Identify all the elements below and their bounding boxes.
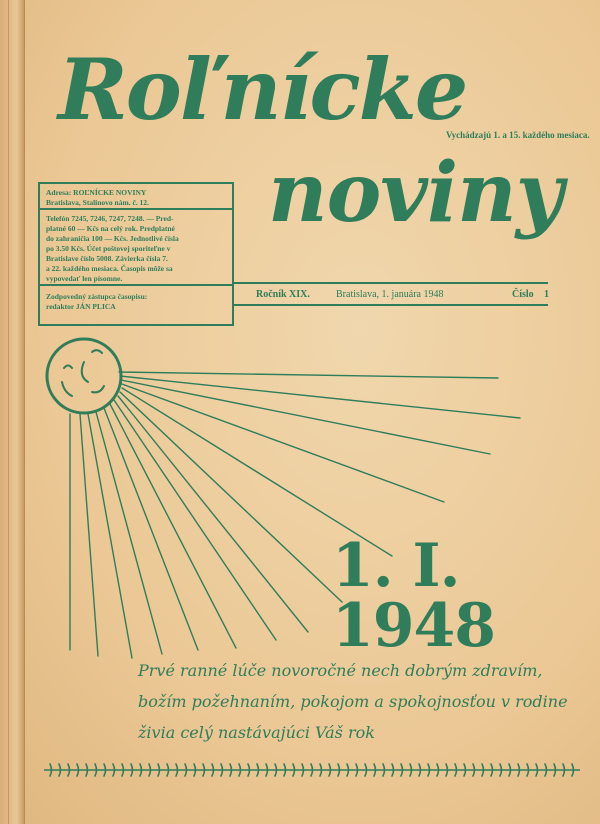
issue-number: 1 bbox=[544, 289, 549, 300]
sun-left-eye bbox=[64, 366, 72, 369]
issue-number-label: Číslo bbox=[512, 289, 534, 300]
masthead-title-line1: Roľnícke bbox=[58, 40, 467, 139]
subscription-line: do zahraničia 100 — Kčs. Jednotlivé čísla bbox=[46, 234, 179, 243]
publication-frequency: Vychádzajú 1. a 15. každého mesiaca. bbox=[446, 130, 590, 140]
masthead-title-line2: noviny bbox=[268, 145, 563, 241]
sun-disc bbox=[47, 339, 121, 413]
editor-line: redaktor JÁN PLICA bbox=[46, 302, 116, 311]
sun-mouth-right bbox=[92, 386, 104, 392]
sun-right-eye bbox=[92, 350, 102, 353]
sun-mouth-left bbox=[62, 382, 72, 396]
greeting-line: božím požehnaním, pokojom a spokojnosťou v rodine bbox=[138, 692, 568, 711]
subscription-line: a 22. každého mesiaca. Časopis môže sa bbox=[46, 264, 173, 273]
subscription-line: platné 60 — Kčs na celý rok. Predplatné bbox=[46, 224, 175, 233]
address-line: Adresa: ROĽNÍCKE NOVINY bbox=[46, 188, 147, 197]
ornament-border bbox=[44, 760, 580, 780]
subscription-line: Telefón 7245, 7246, 7247, 7248. — Pred- bbox=[46, 214, 174, 223]
subscription-line: po 3.50 Kčs. Účet poštovej sporiteľne v bbox=[46, 244, 171, 253]
editor-line: Zodpovedný zástupca časopisu: bbox=[46, 292, 148, 301]
address-line: Bratislava, Stalinovo nám. č. 12. bbox=[46, 198, 149, 207]
greeting-line: Prvé ranné lúče novoročné nech dobrým zdravím, bbox=[138, 661, 543, 680]
issue-volume: Ročník XIX. bbox=[256, 289, 310, 300]
headline-date: 1. I. 1948 bbox=[332, 531, 495, 661]
issue-place-date: Bratislava, 1. januára 1948 bbox=[336, 289, 444, 300]
new-year-greeting bbox=[138, 655, 588, 748]
greeting-line: živia celý nastávajúci Váš rok bbox=[138, 723, 375, 742]
subscription-line: vypovedať len písomne. bbox=[46, 274, 123, 283]
sun-nose bbox=[82, 362, 88, 382]
subscription-line: Bratislave číslo 5008. Závierka čísla 7. bbox=[46, 254, 168, 263]
